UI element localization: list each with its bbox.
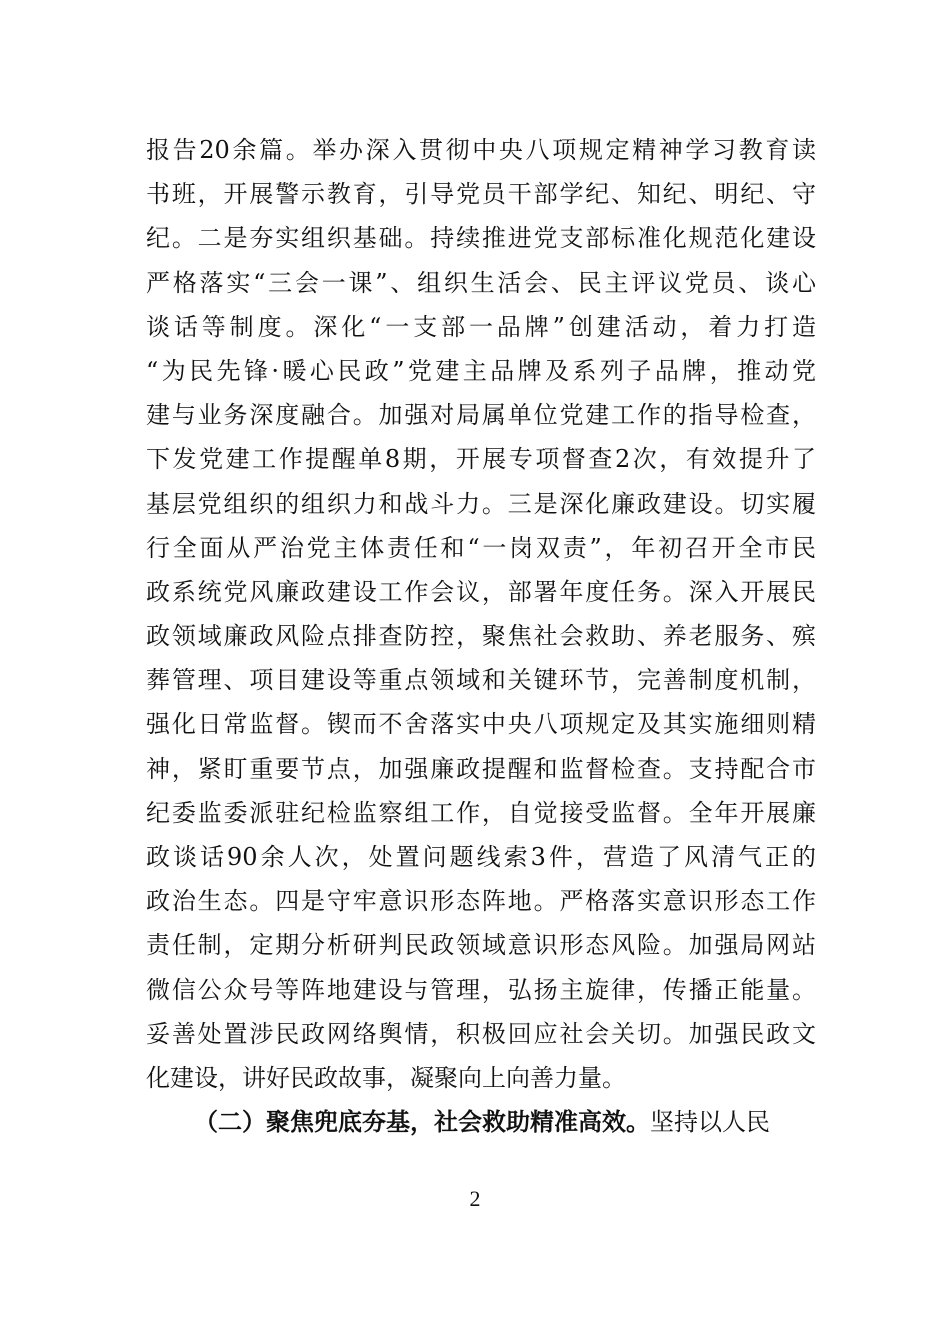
- section-heading-line: [146, 1100, 816, 1144]
- text-line: 建与业务深度融合。加强对局属单位党建工作的指导检查，: [146, 401, 816, 430]
- text-line: 葬管理、项目建设等重点领域和关键环节，完善制度机制，: [146, 666, 816, 695]
- text-line: 下发党建工作提醒单8期，开展专项督查2次，有效提升了: [146, 445, 816, 474]
- text-line: 政谈话90余人次，处置问题线索3件，营造了风清气正的: [146, 843, 816, 871]
- text-line: 报告20余篇。举办深入贯彻中央八项规定精神学习教育读: [146, 136, 816, 164]
- text-line: “为民先锋·暖心民政”党建主品牌及系列子品牌，推动党: [146, 356, 816, 385]
- text-line: 纪委监委派驻纪检监察组工作，自觉接受监督。全年开展廉: [146, 798, 816, 827]
- text-line: 化建设，讲好民政故事，凝聚向上向善力量。: [146, 1063, 626, 1092]
- text-line: 基层党组织的组织力和战斗力。三是深化廉政建设。切实履: [146, 489, 816, 518]
- text-line: 政治生态。四是守牢意识形态阵地。严格落实意识形态工作: [146, 887, 816, 916]
- text-line: 严格落实“三会一课”、组织生活会、民主评议党员、谈心: [146, 268, 816, 297]
- text-line: 纪。二是夯实组织基础。持续推进党支部标准化规范化建设: [146, 224, 816, 253]
- text-line: 妥善处置涉民政网络舆情，积极回应社会关切。加强民政文: [146, 1019, 816, 1048]
- text-line: 书班，开展警示教育，引导党员干部学纪、知纪、明纪、守: [146, 180, 816, 209]
- body-text: [146, 128, 816, 1144]
- text-line: 责任制，定期分析研判民政领域意识形态风险。加强局网站: [146, 931, 816, 960]
- text-line: 行全面从严治党主体责任和“一岗双责”，年初召开全市民: [146, 533, 816, 562]
- text-line: 强化日常监督。锲而不舍落实中央八项规定及其实施细则精: [146, 710, 816, 739]
- section-heading: （二）聚焦兜底夯基，社会救助精准高效。: [194, 1108, 650, 1137]
- page-number: 2: [469, 1186, 481, 1211]
- text-line: 政领域廉政风险点排查防控，聚焦社会救助、养老服务、殡: [146, 622, 816, 651]
- section-text: 坚持以人民: [650, 1108, 770, 1137]
- text-line: 神，紧盯重要节点，加强廉政提醒和监督检查。支持配合市: [146, 754, 816, 783]
- text-line: 微信公众号等阵地建设与管理，弘扬主旋律，传播正能量。: [146, 975, 816, 1004]
- text-line: 谈话等制度。深化“一支部一品牌”创建活动，着力打造: [146, 312, 816, 341]
- text-line: 政系统党风廉政建设工作会议，部署年度任务。深入开展民: [146, 577, 816, 606]
